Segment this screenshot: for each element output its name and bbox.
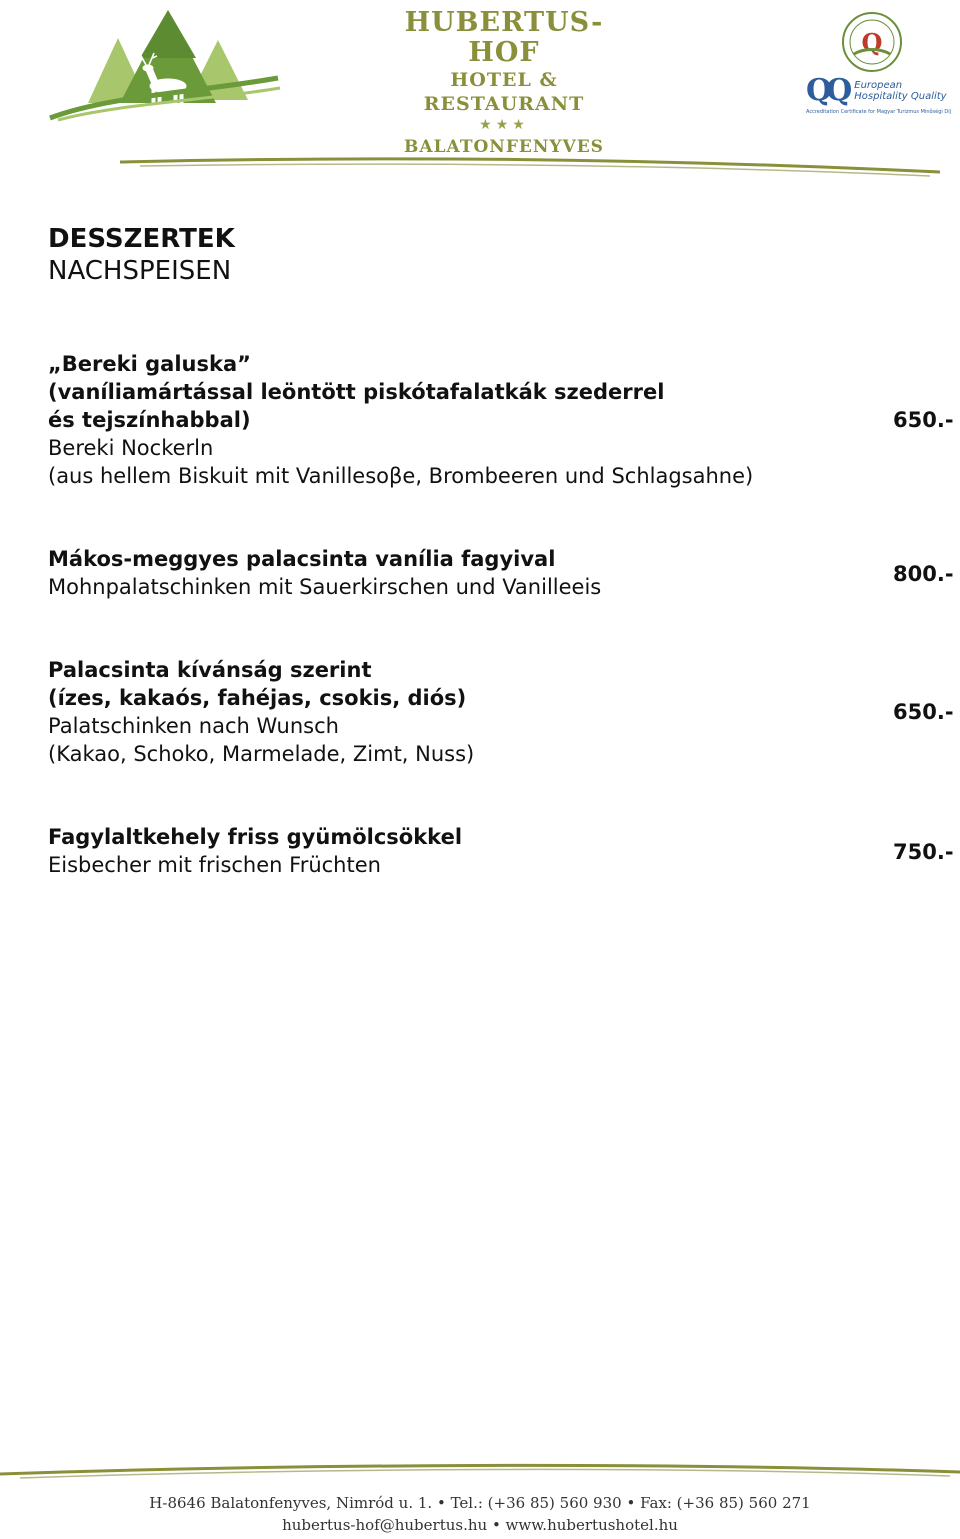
item-desc-hu: és tejszínhabbal)	[48, 408, 251, 432]
brand-city: BALATONFENYVES	[404, 137, 604, 157]
european-hospitality-quality-logo	[806, 73, 956, 115]
item-name-de: Bereki Nockerln	[48, 436, 214, 460]
title-hungarian: DESSZERTEK	[48, 224, 235, 254]
svg-text:Q: Q	[861, 28, 883, 57]
menu-section-title	[48, 223, 235, 287]
page-header	[0, 0, 960, 180]
item-price: 750.-	[893, 840, 954, 864]
item-name-hu: Palacsinta kívánság szerint	[48, 658, 372, 682]
item-price: 650.-	[893, 408, 954, 432]
hotel-brand	[370, 8, 638, 160]
footer-address: H-8646 Balatonfenyves, Nimród u. 1. • Tel.: (+36 85) 560 930 • Fax: (+36 85) 560 271	[149, 1494, 811, 1512]
item-name-de: Palatschinken nach Wunsch	[48, 714, 339, 738]
item-name-de: Eisbecher mit frischen Früchten	[48, 853, 381, 877]
menu-item	[48, 823, 960, 879]
quality-seal-icon	[836, 10, 908, 74]
qq-line2: Hospitality Quality	[854, 91, 947, 102]
menu-item	[48, 545, 960, 601]
item-price: 650.-	[893, 700, 954, 724]
footer-divider-swoosh	[0, 1460, 960, 1480]
item-name-hu: Mákos-meggyes palacsinta vanília fagyival	[48, 547, 556, 571]
menu-item	[48, 656, 960, 768]
item-name-hu: „Bereki galuska”	[48, 352, 251, 376]
item-desc-hu: (ízes, kakaós, fahéjas, csokis, diós)	[48, 686, 467, 710]
qq-mark: QQ	[806, 73, 847, 108]
item-desc-de: (aus hellem Biskuit mit Vanillesoβe, Brombeeren und Schlagsahne)	[48, 464, 754, 488]
footer-contact: hubertus-hof@hubertus.hu • www.hubertushotel.hu	[282, 1516, 678, 1534]
qq-line1: European	[854, 80, 903, 91]
deer-forest-logo-icon	[48, 8, 283, 123]
title-german: NACHSPEISEN	[48, 256, 232, 286]
page-footer	[0, 1460, 960, 1539]
brand-subtitle: HOTEL & RESTAURANT	[423, 69, 585, 115]
item-price: 800.-	[893, 562, 954, 586]
menu-item	[48, 350, 960, 490]
brand-name: HUBERTUS-HOF	[404, 7, 604, 68]
item-name-de: Mohnpalatschinken mit Sauerkirschen und Vanilleeis	[48, 575, 602, 599]
item-desc-de: (Kakao, Schoko, Marmelade, Zimt, Nuss)	[48, 742, 475, 766]
item-name-hu: Fagylaltkehely friss gyümölcsökkel	[48, 825, 463, 849]
item-desc-hu: (vaníliamártással leöntött piskótafalatkák szederrel	[48, 380, 665, 404]
brand-stars: ★★★	[479, 117, 529, 133]
header-divider-swoosh	[0, 150, 960, 180]
qq-caption: Accreditation Certificate for Magyar Turizmus Minőségi Díj	[806, 109, 952, 115]
